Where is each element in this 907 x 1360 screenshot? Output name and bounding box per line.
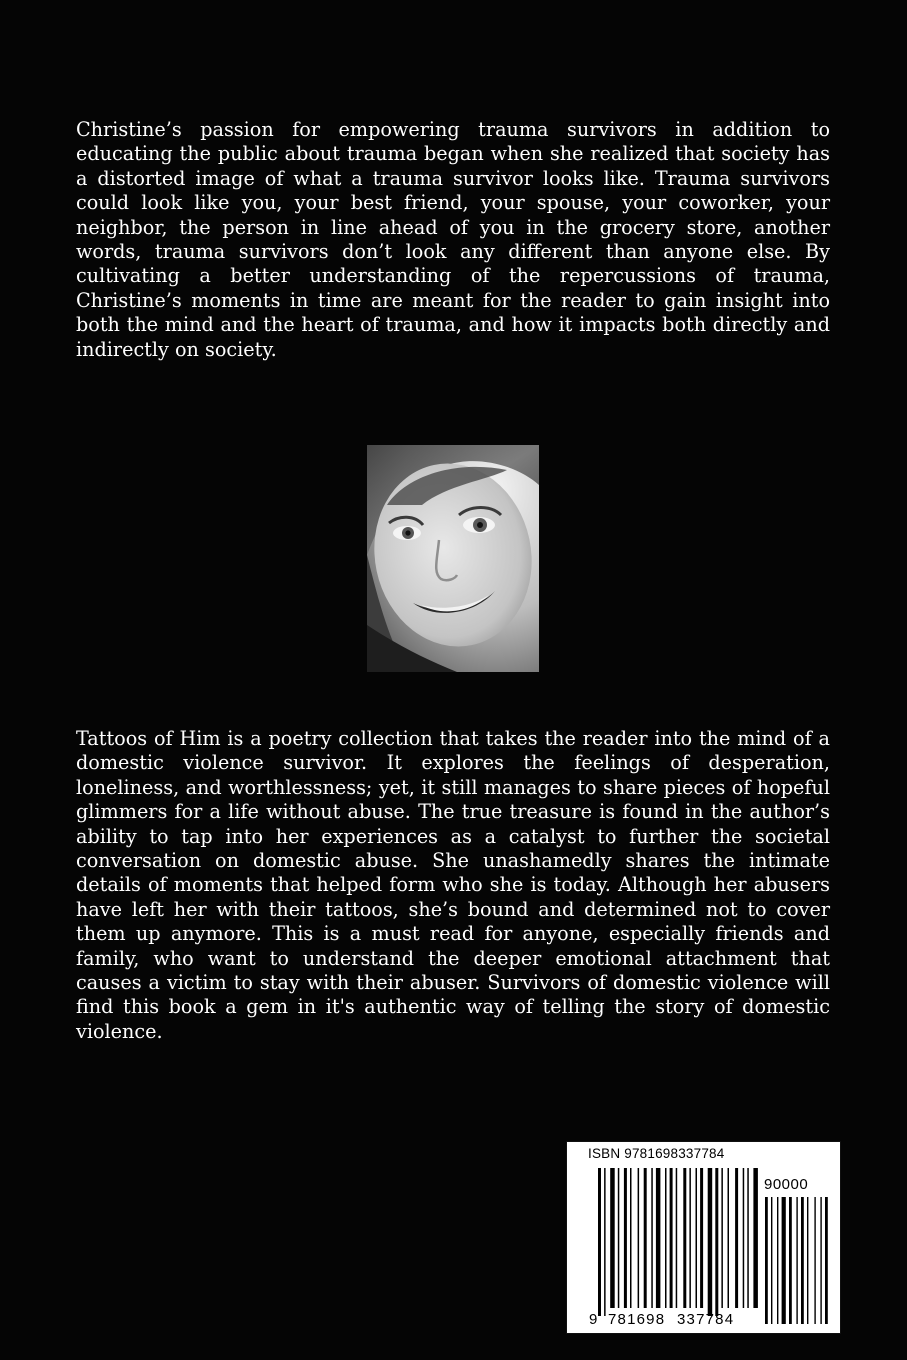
- isbn-label: ISBN 9781698337784: [588, 1146, 725, 1161]
- barcode-bar: [807, 1197, 808, 1324]
- barcode-digits-left: 781698: [608, 1311, 666, 1328]
- barcode-bar: [820, 1197, 821, 1324]
- barcode-bar: [665, 1168, 667, 1308]
- barcode-bar: [670, 1168, 673, 1308]
- barcode-bar: [651, 1168, 653, 1308]
- barcode-bar: [743, 1168, 745, 1308]
- barcode-bar: [624, 1168, 627, 1308]
- barcode-bar: [618, 1168, 620, 1308]
- barcode-bar: [708, 1168, 713, 1316]
- barcode-bar: [814, 1197, 815, 1324]
- barcode-digits-right: 337784: [677, 1311, 735, 1328]
- barcode-bar: [644, 1168, 647, 1308]
- barcode-bar: [598, 1168, 601, 1316]
- barcode-bar: [735, 1168, 738, 1308]
- barcode-bar: [638, 1168, 640, 1308]
- barcode-bar: [753, 1168, 758, 1308]
- barcode-bar: [683, 1168, 686, 1308]
- barcode-bar: [656, 1168, 661, 1308]
- barcode-bar: [777, 1197, 778, 1324]
- barcode-bar: [700, 1168, 703, 1308]
- barcode-bar: [782, 1197, 786, 1324]
- barcode-bar: [630, 1168, 632, 1308]
- barcode-bar: [696, 1168, 698, 1308]
- barcode-bar: [604, 1168, 606, 1316]
- barcode-bar: [689, 1168, 691, 1308]
- author-photo: [367, 445, 539, 672]
- barcode-bar: [796, 1197, 797, 1324]
- barcode-bar: [610, 1168, 615, 1308]
- price-code: 90000: [764, 1176, 809, 1193]
- barcode-bars: [567, 1142, 840, 1333]
- barcode-bar: [765, 1197, 768, 1324]
- barcode-bar: [715, 1168, 718, 1316]
- author-bio-paragraph: Christine’s passion for empowering trauma survivors in addition to educating the public about trauma began when she realized that society has a distorted image of what a trauma survivor looks like. Trauma survivors could look like you, your best friend, your spouse, your coworker, your neighbor, the person in line ahead of you in the grocery store, another words, trauma survivors don’t look any different than anyone else. By cultivating a better understanding of the repercussions of trauma, Christine’s moments in time are meant for the reader to gain insight into both the mind and the heart of trauma, and how it impacts both directly and indirectly on society.: [76, 118, 830, 361]
- barcode-bar: [728, 1168, 730, 1308]
- isbn-barcode: [566, 1141, 841, 1334]
- book-description-paragraph: Tattoos of Him is a poetry collection that takes the reader into the mind of a domestic violence survivor. It explores the feelings of desperation, loneliness, and worthlessness; yet, it still manages to share pieces of hopeful glimmers for a life without abuse. The true treasure is found in the author’s ability to tap into her experiences as a catalyst to further the societal conversation on domestic abuse. She unashamedly shares the intimate details of moments that helped form who she is today. Although her abusers have left her with their tattoos, she’s bound and determined not to cover them up anymore. This is a must read for anyone, especially friends and family, who want to understand the deeper emotional attachment that causes a victim to stay with their abuser. Survivors of domestic violence will find this book a gem in it's authentic way of telling the story of domestic violence.: [76, 727, 830, 1043]
- barcode-bar: [789, 1197, 792, 1324]
- barcode-bar: [771, 1197, 772, 1324]
- barcode-bar: [721, 1168, 723, 1308]
- barcode-bar: [825, 1197, 828, 1324]
- barcode-bar: [747, 1168, 749, 1308]
- barcode-bar: [801, 1197, 804, 1324]
- barcode-bar: [676, 1168, 678, 1308]
- barcode-digit-first: 9: [589, 1311, 599, 1328]
